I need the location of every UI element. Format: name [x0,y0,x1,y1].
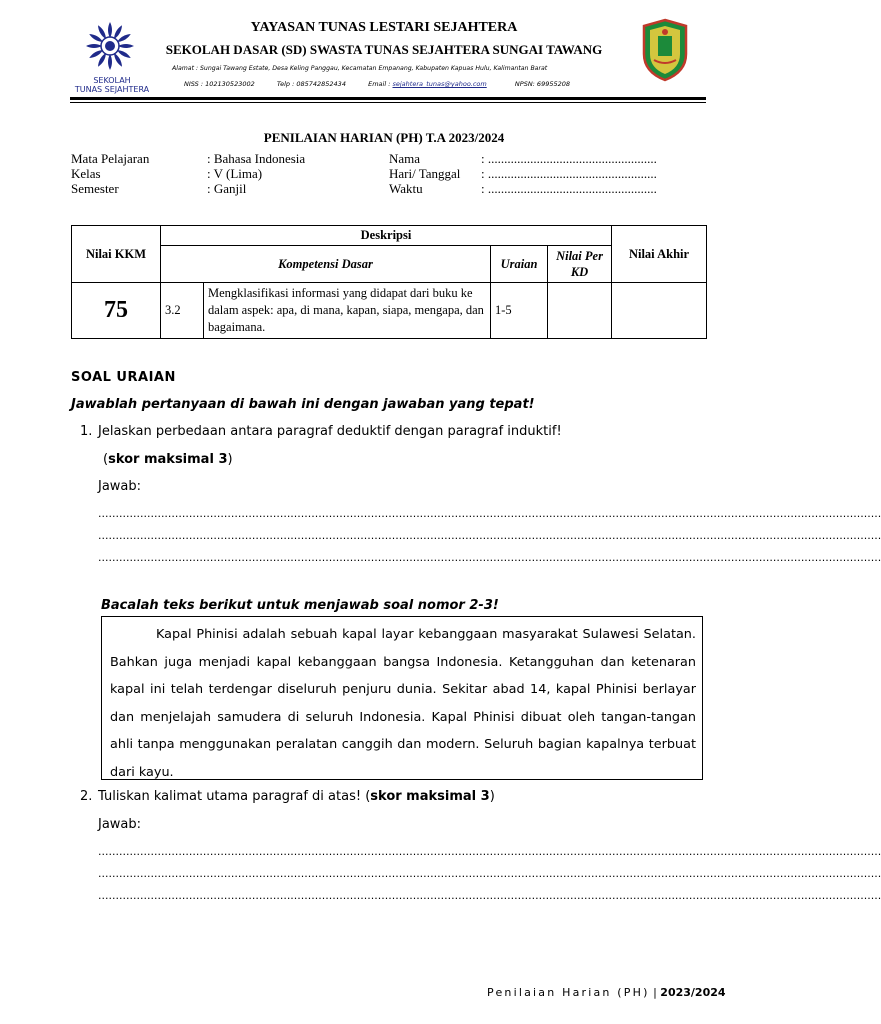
q1-answer-line-3[interactable]: ................................................................................................................................................................................................................................ [98,551,881,564]
value-semester: : Ganjil [207,181,247,196]
school-name: SEKOLAH DASAR (SD) SWASTA TUNAS SEJAHTERA SUNGAI TAWANG [165,42,603,57]
footer-year: 2023/2024 [660,986,726,999]
q2-answer-line-2[interactable]: ................................................................................................................................................................................................................................ [98,867,881,880]
label-semester: Semester [71,181,119,196]
info-right [389,151,709,196]
q1-answer-line-2[interactable]: ................................................................................................................................................................................................................................ [98,529,881,542]
q2-answer-line-1[interactable]: ................................................................................................................................................................................................................................ [98,845,881,858]
q1-number: 1. [80,424,93,439]
nilai-per-kd-cell[interactable] [548,283,612,339]
school-address: Alamat : Sungai Tawang Estate, Desa Keling Panggau, Kecamatan Empanang, Kabupaten Kapuas Hulu, Kalimantan Barat [172,65,548,72]
contact-line [184,80,644,88]
label-class: Kelas [71,166,101,181]
logo-text-1: SEKOLAH [93,76,131,85]
email-label: Email : [368,80,391,88]
q2-text-line [98,789,495,804]
exam-title: PENILAIAN HARIAN (PH) T.A 2023/2024 [263,130,505,145]
field-time[interactable]: : .................................................... [481,181,657,196]
footer-label: Penilaian Harian (PH) [487,986,650,999]
kd-number: 3.2 [161,283,204,339]
label-time: Waktu [389,181,423,196]
niss: NISS : 102130523002 [184,80,255,88]
q1-text: Jelaskan perbedaan antara paragraf deduktif dengan paragraf induktif! [98,424,562,439]
passage-text: Kapal Phinisi adalah sebuah kapal layar kebanggaan masyarakat Sulawesi Selatan. Bahkan juga menjadi kapal kebanggaan bangsa Indonesia. Ketangguhan dan ketenaran kapal ini telah terdengar diseluruh penjuru dunia. Sekitar abad 14, kapal Phinisi berlayar dan menjelajah samudera di seluruh Indonesia. Kapal Phinisi dibuat oleh tangan-tangan ahli tanpa menggunakan peralatan canggih dan modern. Seluruh bagian kapalnya terbuat dari kayu. [110,627,696,780]
foundation-name: YAYASAN TUNAS LESTARI SEJAHTERA [250,20,518,35]
value-subject: : Bahasa Indonesia [207,151,306,166]
q2-score-text: skor maksimal 3 [370,789,490,804]
instruction: Jawablah pertanyaan di bawah ini dengan jawaban yang tepat! [71,397,535,412]
kkm-value: 75 [72,283,161,339]
header-nilai-per-kd: Nilai Per KD [548,246,612,283]
q2-text: Tuliskan kalimat utama paragraf di atas! ( [98,789,371,804]
q2-answer-label: Jawab: [98,817,142,832]
value-class: : V (Lima) [207,166,263,181]
kd-text: Mengklasifikasi informasi yang didapat dari buku ke dalam aspek: apa, di mana, kapan, siapa, mengapa, dan bagaimana. [204,283,491,339]
q2-number: 2. [80,789,93,804]
q1-answer-label: Jawab: [98,479,142,494]
header-nilai-akhir: Nilai Akhir [612,226,707,283]
footer-separator: | [649,986,661,999]
q1-score [103,452,233,467]
telp: Telp : 085742852434 [276,80,346,88]
q2-answer-line-3[interactable]: ................................................................................................................................................................................................................................ [98,889,881,902]
page-footer [487,986,767,999]
label-subject: Mata Pelajaran [71,151,150,166]
passage-intro: Bacalah teks berikut untuk menjawab soal nomor 2-3! [101,598,499,613]
field-date[interactable]: : .................................................... [481,166,657,181]
q1-score-text: skor maksimal 3 [108,452,228,467]
q1-score-close: ) [227,452,233,467]
kkm-table [71,225,707,339]
q1-score-open: ( [103,452,109,467]
header-kompetensi-dasar: Kompetensi Dasar [161,246,491,283]
npsn: NPSN: 69955208 [514,80,571,88]
header-uraian: Uraian [491,246,548,283]
label-name: Nama [389,151,421,166]
info-left [71,151,306,196]
nilai-akhir-cell[interactable] [612,283,707,339]
reading-passage [101,616,703,780]
section-title: SOAL URAIAN [71,370,176,385]
field-name[interactable]: : .................................................... [481,151,657,166]
label-date: Hari/ Tanggal [389,166,461,181]
header-divider [70,97,706,100]
uraian-value: 1-5 [491,283,548,339]
q1-answer-line-1[interactable]: ................................................................................................................................................................................................................................ [98,507,881,520]
header-deskripsi: Deskripsi [161,226,612,246]
logo-text-2: TUNAS SEJAHTERA [74,85,150,94]
q2-score-close: ) [489,789,495,804]
header-divider-thin [70,102,706,103]
header-nilai-kkm: Nilai KKM [72,226,161,283]
email-link[interactable]: sejahtera_tunas@yahoo.com [392,80,487,88]
